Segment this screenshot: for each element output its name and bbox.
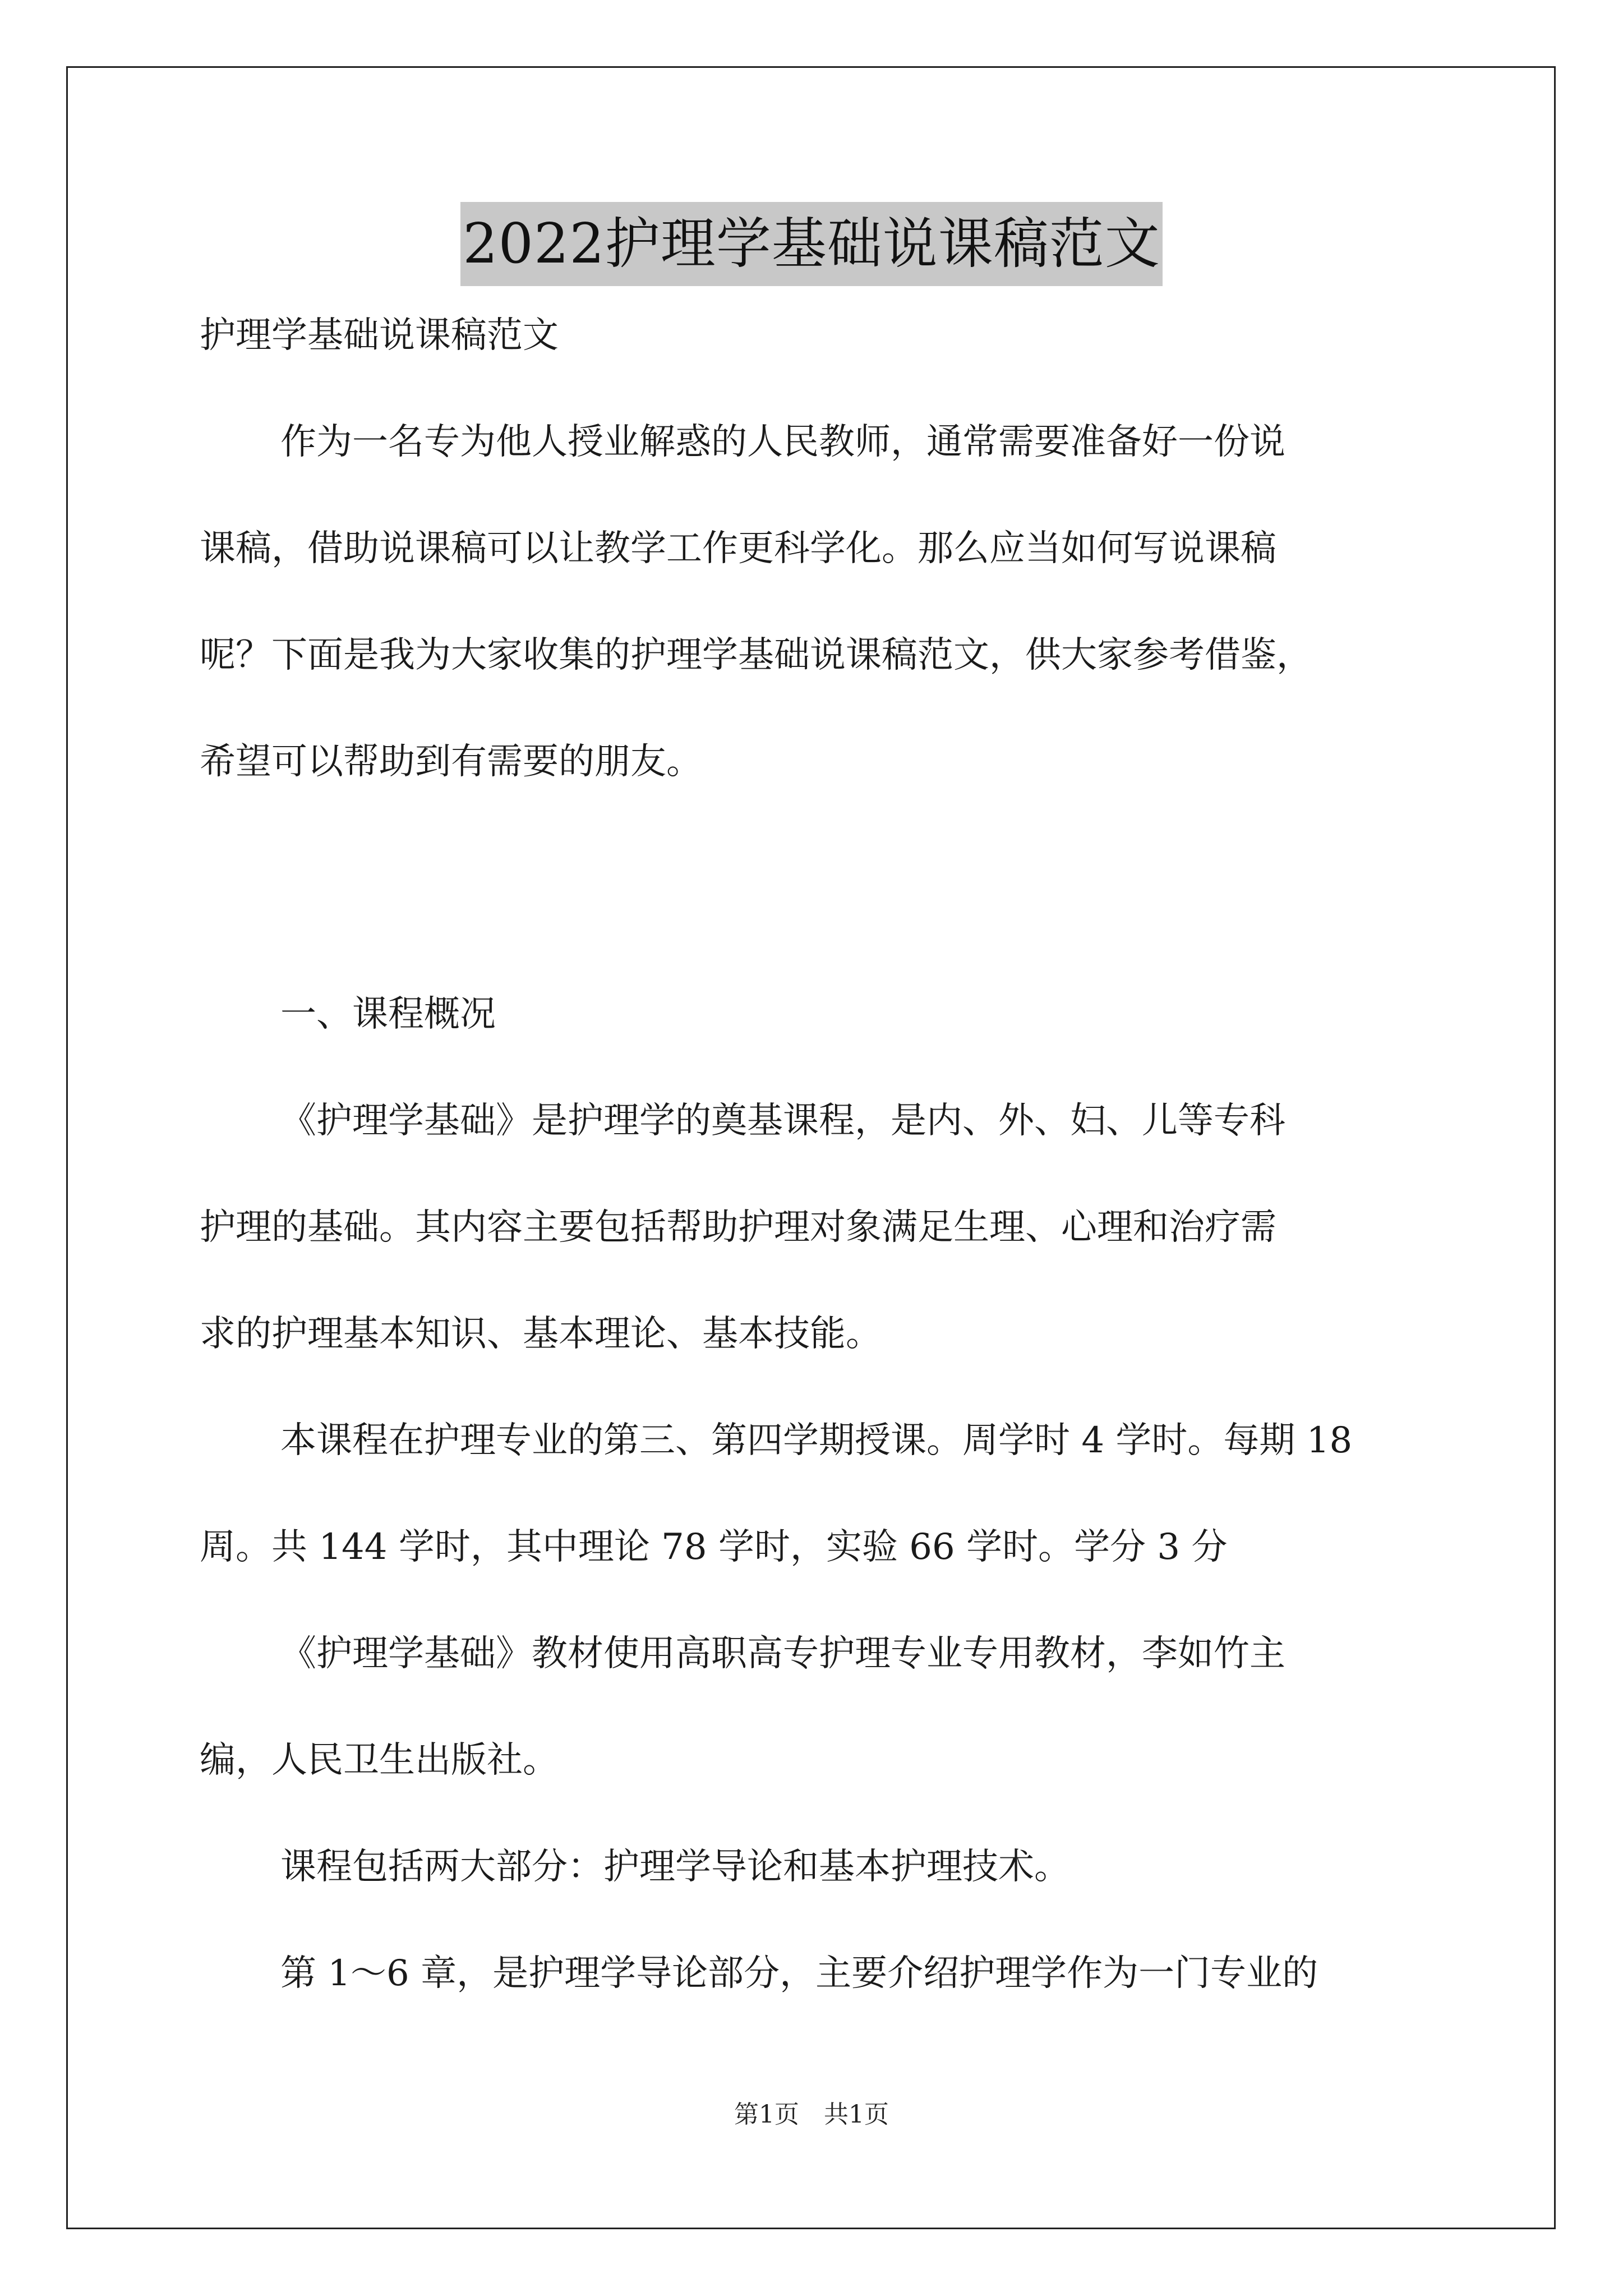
text-line: 作为一名专为他人授业解惑的人民教师，通常需要准备好一份说 — [280, 421, 1285, 463]
text-line: 《护理学基础》是护理学的奠基课程，是内、外、妇、儿等专科 — [280, 1100, 1285, 1142]
text-line: 本课程在护理专业的第三、第四学期授课。周学时 4 学时。每期 18 — [280, 1420, 1353, 1461]
text-line: 编，人民卫生出版社。 — [200, 1740, 559, 1781]
text-line: 课稿，借助说课稿可以让教学工作更科学化。那么应当如何写说课稿 — [200, 528, 1276, 569]
text-line: 求的护理基本知识、基本理论、基本技能。 — [200, 1313, 882, 1355]
subtitle-line: 护理学基础说课稿范文 — [200, 315, 559, 356]
document-title: 2022护理学基础说课稿范文 — [460, 202, 1162, 286]
text-line: 护理的基础。其内容主要包括帮助护理对象满足生理、心理和治疗需 — [200, 1207, 1276, 1248]
text-line: 第 1～6 章，是护理学导论部分，主要介绍护理学作为一门专业的 — [280, 1953, 1318, 1994]
text-line: 希望可以帮助到有需要的朋友。 — [200, 741, 702, 783]
text-line: 周。共 144 学时，其中理论 78 学时，实验 66 学时。学分 3 分 — [200, 1526, 1228, 1568]
text-line: 呢？下面是我为大家收集的护理学基础说课稿范文，供大家参考借鉴， — [200, 634, 1312, 676]
section-heading: 一、课程概况 — [280, 993, 496, 1035]
text-line: 课程包括两大部分：护理学导论和基本护理技术。 — [280, 1846, 1070, 1888]
title-container — [0, 202, 1623, 286]
text-line: 《护理学基础》教材使用高职高专护理专业专用教材，李如竹主 — [280, 1633, 1285, 1674]
page-footer: 第1页 共1页 — [734, 2100, 889, 2129]
